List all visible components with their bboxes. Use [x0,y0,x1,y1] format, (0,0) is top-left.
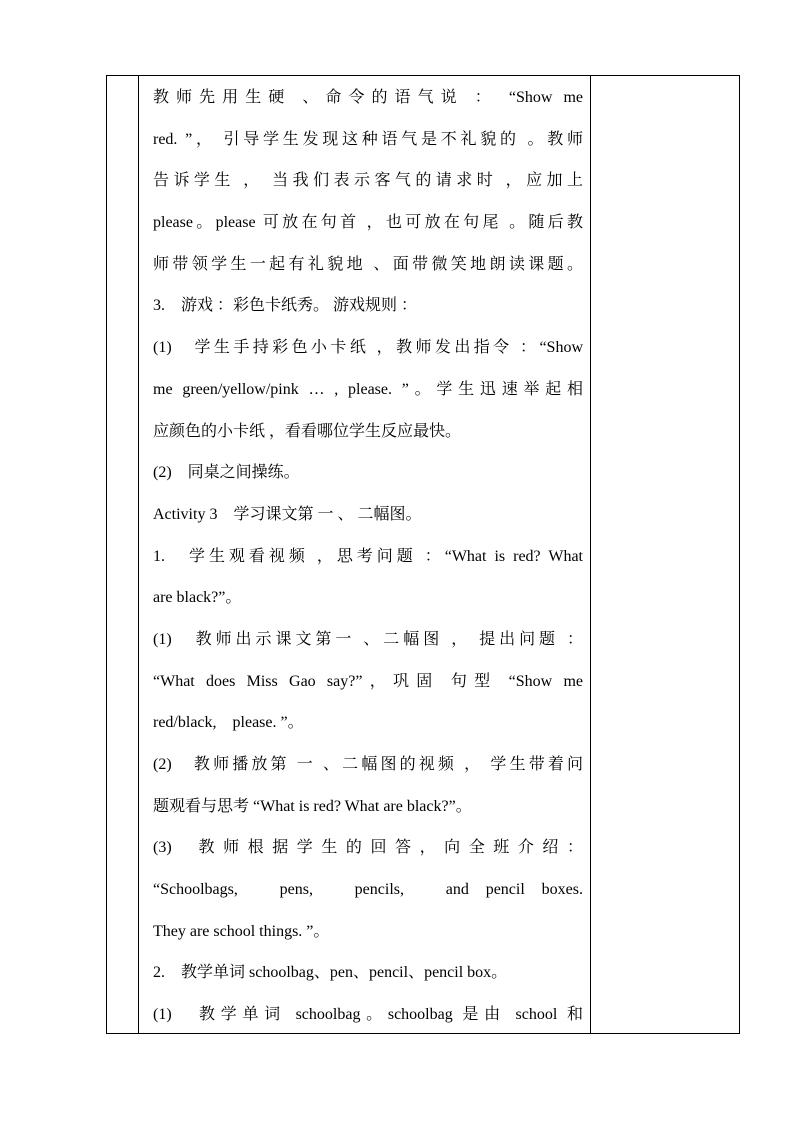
text-line: (1) 教学单词 schoolbag。schoolbag 是由 school 和 [153,1006,583,1024]
text-line: red/black, please. ”。 [153,714,304,732]
text-line: 3. 游戏 ：彩色卡纸秀。 游戏规则 ： [153,297,418,315]
column-divider [138,76,139,1033]
text-line: me green/yellow/pink … , please. ”。学生迅速举起相 [153,380,583,398]
text-line: 师带领学生一起有礼貌地 、面带微笑地朗读课题。 [153,255,583,273]
text-line: “Schoolbags, pens, pencils, and pencil boxes. [153,881,583,899]
text-line: 应颜色的小卡纸 ，看看哪位学生反应最快。 [153,422,462,440]
text-line: (1) 学生手持彩色小卡纸 ，教师发出指令 ：“Show [153,339,583,357]
text-line: (1) 教师出示课文第一 、二幅图 ， 提出问题 ： [153,630,583,648]
text-line: are black?”。 [153,589,242,607]
text-line: 告诉学生 ， 当我们表示客气的请求时 ，应加上 [153,172,583,190]
text-line: (2) 同桌之间操练。 [153,464,300,482]
text-line: 1. 学生观看视频 ，思考问题 ：“What is red? What [153,547,583,565]
text-line: (3) 教 师 根 据 学 生 的 回 答 ， 向 全 班 介 绍 ： [153,839,583,857]
text-line: please。please 可放在句首 ，也可放在句尾 。随后教 [153,214,583,232]
text-line: red. ”， 引导学生发现这种语气是不礼貌的 。教师 [153,130,583,148]
column-divider [590,76,591,1033]
text-line: (2) 教师播放第 一 、二幅图的视频 ， 学生带着问 [153,756,583,773]
text-line: “What does Miss Gao say?”，巩固 句型 “Show me [153,672,583,690]
text-line: 题观看与思考 “What is red? What are black?”。 [153,797,472,815]
text-line: Activity 3 学习课文第 一 、 二幅图。 [153,505,422,523]
lesson-content-cell [153,77,583,1036]
text-line: 2. 教学单词 schoolbag、pen、pencil、pencil box。 [153,964,508,982]
text-line: 教师先用生硬 、命令的语气说 ： “Show me [153,89,583,106]
text-line: They are school things. ”。 [153,922,330,940]
